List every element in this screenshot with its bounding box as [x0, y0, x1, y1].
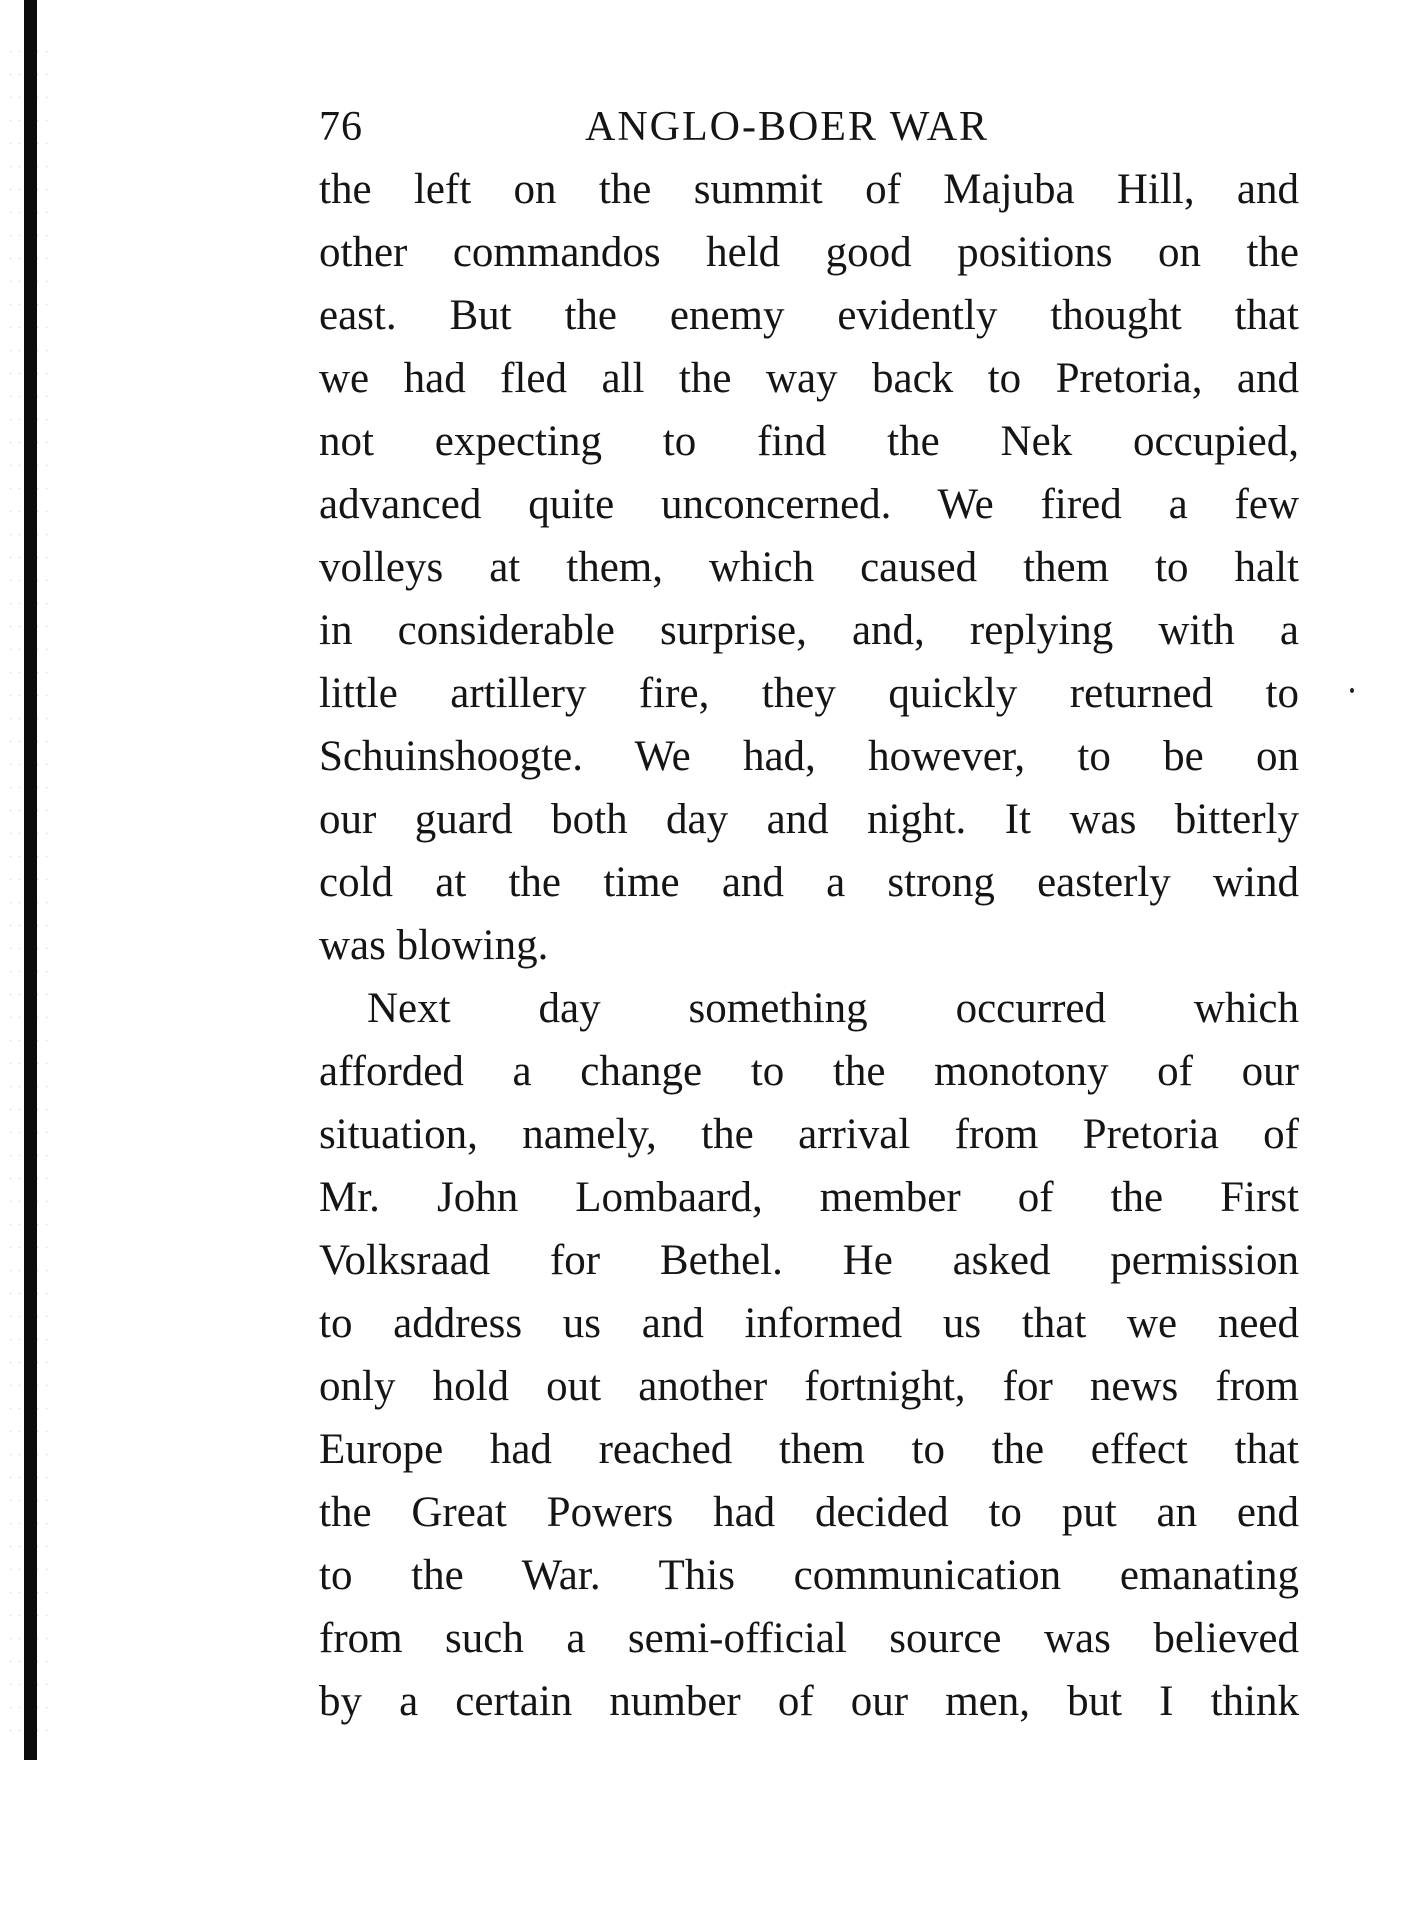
running-head: [319, 96, 1299, 158]
text-line: Europe had reached them to the effect that: [319, 1426, 1299, 1473]
text-line: little artillery fire, they quickly returned to: [319, 670, 1299, 717]
text-line: volleys at them, which caused them to halt: [319, 544, 1299, 591]
text-line: our guard both day and night. It was bitterly: [319, 796, 1299, 843]
text-line: not expecting to find the Nek occupied,: [319, 418, 1299, 465]
text-line: advanced quite unconcerned. We fired a few: [319, 481, 1299, 528]
scan-mark: [1350, 688, 1354, 693]
body-text: [319, 158, 1299, 1733]
text-line: east. But the enemy evidently thought that: [319, 292, 1299, 339]
text-line: afforded a change to the monotony of our: [319, 1048, 1299, 1095]
text-line: by a certain number of our men, but I think: [319, 1678, 1299, 1725]
text-line: to address us and informed us that we need: [319, 1300, 1299, 1347]
running-title: ANGLO-BOER WAR: [585, 104, 990, 150]
text-line: in considerable surprise, and, replying with a: [319, 607, 1299, 654]
text-line: the left on the summit of Majuba Hill, and: [319, 166, 1299, 213]
text-line: Mr. John Lombaard, member of the First: [319, 1174, 1299, 1221]
text-line: only hold out another fortnight, for news from: [319, 1363, 1299, 1410]
text-line: Schuinshoogte. We had, however, to be on: [319, 733, 1299, 780]
text-line: situation, namely, the arrival from Pretoria of: [319, 1111, 1299, 1158]
text-line: Next day something occurred which: [367, 985, 1299, 1032]
text-line: from such a semi-official source was believed: [319, 1615, 1299, 1662]
book-page: [319, 96, 1299, 1733]
text-line: the Great Powers had decided to put an end: [319, 1489, 1299, 1536]
text-line: cold at the time and a strong easterly wind: [319, 859, 1299, 906]
text-line: we had fled all the way back to Pretoria, and: [319, 355, 1299, 402]
page-number: 76: [319, 104, 363, 150]
paragraph-1: [319, 158, 1299, 977]
paragraph-2: [319, 977, 1299, 1733]
text-line: other commandos held good positions on the: [319, 229, 1299, 276]
binding-edge: [24, 0, 37, 1760]
text-line: was blowing.: [319, 922, 549, 969]
text-line: to the War. This communication emanating: [319, 1552, 1299, 1599]
text-line: Volksraad for Bethel. He asked permission: [319, 1237, 1299, 1284]
